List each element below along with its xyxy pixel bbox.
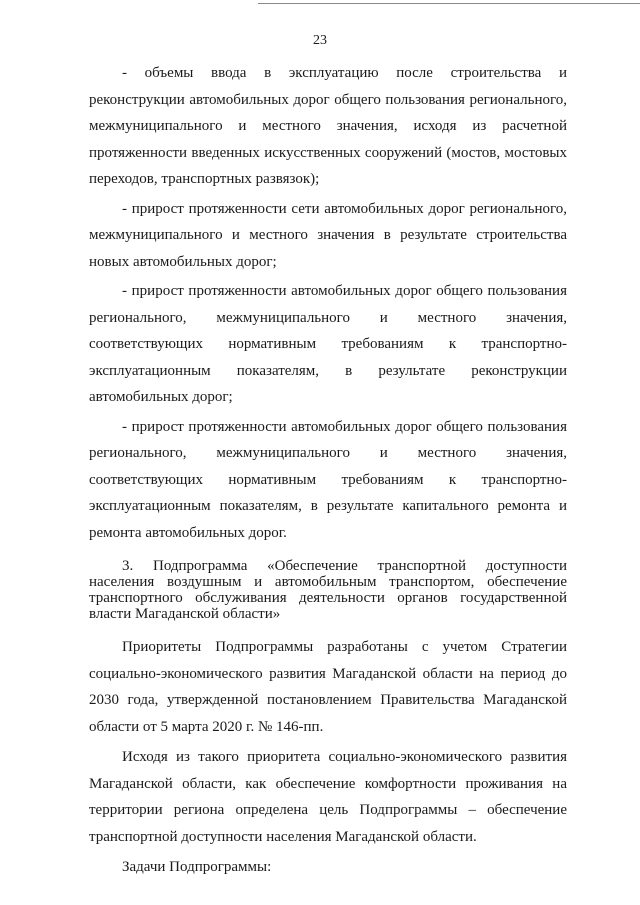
top-edge-line: [258, 3, 640, 4]
section-heading: 3. Подпрограмма «Обеспечение транспортной доступности населения воздушным и автомобильным транспортом, обеспечение транспортного обслуживания деятельности органов государственной власти Магаданской области»: [89, 558, 567, 622]
list-item-network-growth: - прирост протяженности сети автомобильных дорог регионального, межмуниципального и местного значения в результате строительства новых автомобильных дорог;: [89, 200, 567, 270]
tasks-label: Задачи Подпрограммы:: [122, 859, 272, 875]
document-body: [89, 60, 567, 881]
list-item-repair-growth: - прирост протяженности автомобильных дорог общего пользования регионального, межмуниципального и местного значения, соответствующих нормативным требованиям к транспортно-эксплуатационным показателям, в результате капитального ремонта и ремонта автомобильных дорог.: [89, 418, 567, 541]
list-item-commissioning-volumes: - объемы ввода в эксплуатацию после строительства и реконструкции автомобильных дорог общего пользования регионального, межмуниципального и местного значения, исходя из расчетной протяженности введенных искусственных сооружений (мостов, мостовых переходов, транспортных развязок);: [89, 65, 567, 187]
goal-paragraph: Исходя из такого приоритета социально-экономического развития Магаданской области, как обеспечение комфортности проживания на территории региона определена цель Подпрограммы – обеспечение транспортной доступности населения Магаданской области.: [89, 749, 567, 845]
list-item-reconstruction-growth: - прирост протяженности автомобильных дорог общего пользования регионального, межмуниципального и местного значения, соответствующих нормативным требованиям к транспортно-эксплуатационным показателям, в результате реконструкции автомобильных дорог;: [89, 283, 567, 405]
page-number: 23: [313, 33, 327, 48]
priorities-paragraph: Приоритеты Подпрограммы разработаны с учетом Стратегии социально-экономического развития Магаданской области на период до 2030 года, утвержденной постановлением Правительства Магаданской области от 5 марта 2020 г. № 146-пп.: [89, 639, 567, 735]
